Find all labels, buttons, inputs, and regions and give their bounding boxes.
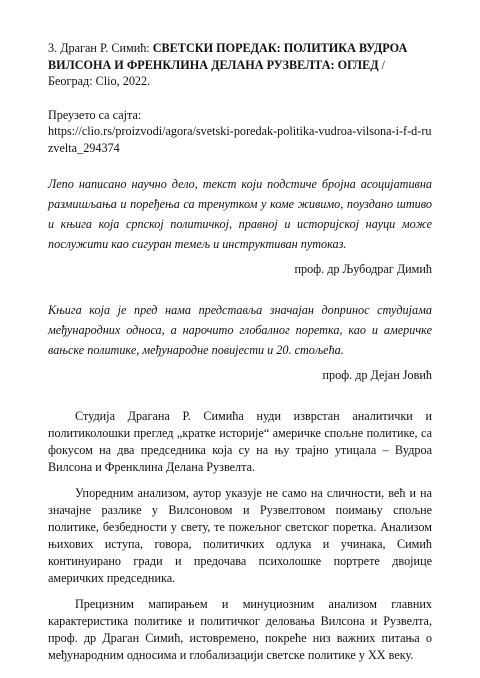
source-block [48, 107, 432, 157]
entry-author: 3. Драган Р. Симић: [48, 41, 153, 55]
description-paragraph: Студија Драгана Р. Симића нуди изврстан аналитички и политиколошки преглед „кратке историје“ америчке спољне политике, са фокусом на два председника која су на њу трајно утицала – Вудроа Вилсона и Френклина Делана Рузвелта. [48, 409, 432, 474]
description-paragraph: Упоредним анализом, аутор указује не само на сличности, већ и на значајне разлике у Вилсоновом и Рузвелтовом поимању спољне политике, безбедности у свету, те пожељног светског поретка. Анализом њихових иступа, говора, политичких одлука и учинака, Симић континуирано гради и предочава психолошке портрете двојице америчких председника. [48, 486, 432, 585]
book-title: СВЕТСКИ ПОРЕДАК: ПОЛИТИКА ВУДРОА ВИЛСОНА И ФРЕНКЛИНА ДЕЛАНА РУЗВЕЛТА: ОГЛЕД [48, 41, 408, 72]
review-quote: Књига која је пред нама представља значајан допринос студијама међународних односа, а нарочито глобалног поретка, као и америчке вањске политике, међународне повијести и 20. стољећа. [48, 303, 432, 357]
description-body [48, 408, 432, 664]
review-quote: Лепо написано научно дело, текст који подстиче бројна асоцијативна размишљања и поређења са тренутком у коме живимо, поуздано штиво и књига која српској политичкој, правној и историјској науци може послужити као сигуран темељ и инструктиван путоказ. [48, 177, 432, 251]
description-paragraph: Прецизним мапирањем и минуциозним анализом главних карактеристика политике и политичког деловања Вилсона и Рузвелта, проф. др Драган Симић, истовремено, покреће низ важних питања о међународним односима и глобализацији светске политике у XX веку. [48, 597, 432, 662]
review-author: проф. др Дејан Јовић [322, 368, 432, 382]
bibliography-entry [48, 40, 432, 90]
review-author: проф. др Љубодраг Димић [294, 262, 432, 276]
publication-info: / Београд: Clio, 2022. [48, 57, 386, 88]
source-url: https://clio.rs/proizvodi/agora/svetski-poredak-politika-vudroa-vilsona-i-f-d-ruzvelta_294374 [48, 124, 432, 155]
source-label: Преузето са сајта: [48, 107, 142, 122]
